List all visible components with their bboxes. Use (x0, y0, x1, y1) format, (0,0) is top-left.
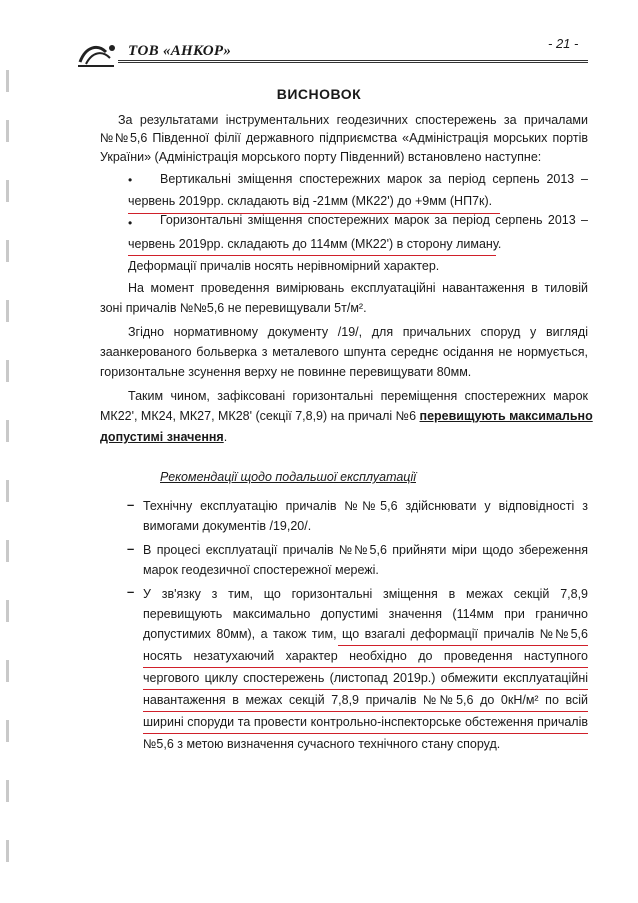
recommendation-line: вимогами документів /19,20/. (143, 519, 312, 533)
intro-line: За результатами інструментальних геодезичних спостережень за причалами (118, 113, 588, 127)
company-name: ТОВ «АНКОР» (128, 43, 232, 59)
header-rule (118, 60, 588, 63)
bullet-line: червень 2019рр. складають до 114мм (МК22') в сторону лиману. (128, 237, 502, 251)
conclusion-text: . (223, 430, 228, 444)
red-underline (143, 711, 588, 712)
bullet-line: червень 2019рр. складають від -21мм (МК22') до +9мм (НП7к). (128, 194, 493, 208)
dash-marker: – (127, 497, 135, 512)
recommendation-line: У зв'язку з тим, що горизонтальні зміщення в межах секцій 7,8,9 (143, 587, 588, 601)
dash-marker: – (127, 541, 135, 556)
recommendations-title: Рекомендації щодо подальшої експлуатації (160, 470, 416, 484)
loads-line: зоні причалів №№5,6 не перевищували 5т/м². (100, 301, 367, 315)
document-title: ВИСНОВОК (276, 86, 362, 102)
conclusion-line (100, 408, 593, 424)
red-underline (143, 733, 588, 734)
recommendation-line: марок геодезичної спостережної мережі. (143, 563, 379, 577)
conclusion-emphasis: допустимі значення (100, 430, 224, 444)
norm-line: Згідно нормативному документу /19/, для причальних споруд у вигляді (128, 325, 588, 339)
recommendation-line: носять незатухаючий характер необхідно до проведення наступного (143, 649, 588, 663)
recommendation-line: В процесі експлуатації причалів №№5,6 прийняти міри щодо збереження (143, 543, 588, 557)
red-underline (338, 645, 588, 646)
recommendation-line: №5,6 з метою визначення сучасного технічного стану споруд. (143, 737, 501, 751)
bullet-line: Горизонтальні зміщення спостережних марок за період серпень 2013 – (160, 213, 588, 227)
bullet-line: Вертикальні зміщення спостережних марок за період серпень 2013 – (160, 172, 588, 186)
company-logo-icon (76, 40, 118, 70)
loads-line: На момент проведення вимірювань експлуатаційні навантаження в тиловій (128, 281, 588, 295)
recommendation-line: ширині споруди та провести контрольно-інспекторське обстеження причалів (143, 715, 588, 729)
recommendation-line: чергового циклу спостережень (листопад 2019р.) обмежити експлуатаційні (143, 671, 588, 685)
intro-line: України» (Адміністрація морського порту Південний) встановлено наступне: (100, 150, 542, 164)
intro-line: №№5,6 Південної філії державного підприємства «Адміністрація морських портів (100, 131, 588, 145)
conclusion-line (100, 429, 227, 445)
dash-marker: – (127, 584, 135, 599)
recommendation-line: перевищують максимально допустимі значення (114мм при гранично (143, 607, 588, 621)
norm-line: горизонтальне зсунення верху не повинне перевищувати 80мм. (100, 365, 472, 379)
recommendation-line: навантаження в межах секцій 7,8,9 причалів №№5,6 до 0кН/м² по всій (143, 693, 588, 707)
recommendation-line: допустимих 80мм), а також тим, що взагалі деформації причалів №№5,6 (143, 627, 588, 641)
recommendation-line: Технічну експлуатацію причалів №№5,6 здійснювати у відповідності з (143, 499, 588, 513)
red-underline (143, 667, 588, 668)
deformation-text: Деформації причалів носять нерівномірний характер. (128, 259, 440, 273)
norm-line: заанкерованого больверка з металевого шпунта середнє осідання не нормується, (100, 345, 588, 359)
conclusion-line: Таким чином, зафіксовані горизонтальні переміщення спостережних марок (128, 389, 588, 403)
red-underline (128, 255, 496, 256)
red-underline (143, 689, 588, 690)
bullet-icon: • (128, 216, 133, 230)
page-number: - 21 - (548, 36, 579, 51)
conclusion-text: МК22', МК24, МК27, МК28' (секції 7,8,9) на причалі №6 (100, 409, 420, 423)
bullet-icon: • (128, 173, 133, 187)
conclusion-emphasis: перевищують максимально (419, 409, 593, 423)
